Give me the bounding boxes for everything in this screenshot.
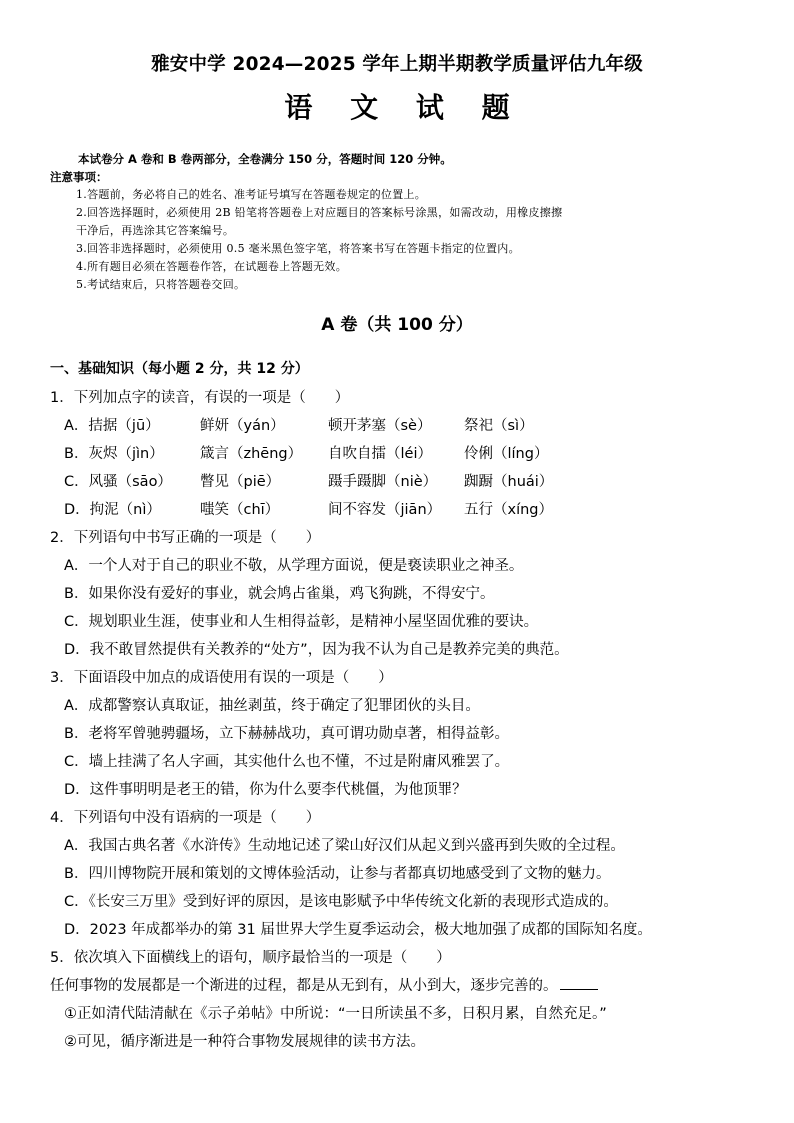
- q5-item-1: ①正如清代陆清献在《示子弟帖》中所说：“一日所读虽不多，日积月累，自然充足。”: [64, 1006, 607, 1022]
- q1-cell: 箴言（zhēng）: [200, 446, 303, 462]
- q3-option-b: B．老将军曾驰骋疆场，立下赫赫战功，真可谓功勋卓著，相得益彰。: [64, 726, 509, 742]
- question-2-stem: 2．下列语句中书写正确的一项是（ ）: [50, 530, 321, 546]
- q5-item-2: ②可见，循序渐进是一种符合事物发展规律的读书方法。: [64, 1034, 425, 1050]
- q4-option-c: C．《长安三万里》受到好评的原因，是该电影赋予中华传统文化新的表现形式造成的。: [64, 894, 618, 910]
- q1-cell: 嗤笑（chī）: [200, 502, 280, 518]
- question-1-stem: 1．下列加点字的读音，有误的一项是（ ）: [50, 390, 350, 406]
- q1-cell: 鲜妍（yán）: [200, 418, 285, 434]
- notice-line: 4.所有题目必须在答题卷作答，在试题卷上答题无效。: [76, 260, 347, 273]
- notice-line: 1.答题前，务必将自己的姓名、准考证号填写在答题卷规定的位置上。: [76, 188, 427, 201]
- q3-option-c: C．墙上挂满了名人字画，其实他什么也不懂，不过是附庸风雅罢了。: [64, 754, 510, 770]
- q1-cell: 瞥见（piē）: [200, 474, 281, 490]
- exam-intro: 本试卷分 A 卷和 B 卷两部分，全卷满分 150 分，答题时间 120 分钟。: [78, 152, 452, 166]
- q2-option-d: D．我不敢冒然提供有关教养的“处方”，因为我不认为自己是教养完美的典范。: [64, 642, 569, 658]
- q1-cell: 祭祀（sì）: [464, 418, 534, 434]
- q1-cell: A．拮据（jū）: [64, 418, 160, 434]
- q3-option-a: A．成都警察认真取证，抽丝剥茧，终于确定了犯罪团伙的头目。: [64, 698, 480, 714]
- q1-cell: 蹑手蹑脚（niè）: [328, 474, 438, 490]
- q2-option-b: B．如果你没有爱好的事业，就会鸠占雀巢，鸡飞狗跳，不得安宁。: [64, 586, 495, 602]
- notice-line: 3.回答非选择题时，必须使用 0.5 毫米黑色签字笔，将答案书写在答题卡指定的位置内。: [76, 242, 520, 255]
- q4-option-d: D．2023 年成都举办的第 31 届世界大学生夏季运动会，极大地加强了成都的国际知名度。: [64, 922, 652, 938]
- q4-option-a: A．我国古典名著《水浒传》生动地记述了梁山好汉们从起义到兴盛再到失败的全过程。: [64, 838, 625, 854]
- notice-heading: 注意事项：: [50, 170, 108, 184]
- question-3-stem: 3．下面语段中加点的成语使用有误的一项是（ ）: [50, 670, 393, 686]
- q1-cell: 间不容发（jiān）: [328, 502, 442, 518]
- volume-title: A 卷（共 100 分）: [321, 315, 473, 335]
- answer-blank: [560, 977, 598, 990]
- q1-cell: 五行（xíng）: [464, 502, 554, 518]
- notice-line: 干净后，再选涂其它答案编号。: [76, 224, 235, 237]
- q4-option-b: B．四川博物院开展和策划的文博体验活动，让参与者都真切地感受到了文物的魅力。: [64, 866, 611, 882]
- notice-line: 5.考试结束后，只将答题卷交回。: [76, 278, 246, 291]
- exam-title: 雅安中学 2024—2025 学年上期半期教学质量评估九年级: [151, 54, 643, 75]
- question-5-stem: 5．依次填入下面横线上的语句，顺序最恰当的一项是（ ）: [50, 950, 451, 966]
- subject-title: 语 文 试 题: [284, 91, 524, 124]
- q1-cell: D．拘泥（nì）: [64, 502, 161, 518]
- q1-cell: 自吹自擂（léi）: [328, 446, 432, 462]
- q2-option-c: C．规划职业生涯，使事业和人生相得益彰，是精神小屋坚固优雅的要诀。: [64, 614, 539, 630]
- q1-cell: C．风骚（sāo）: [64, 474, 172, 490]
- question-4-stem: 4．下列语句中没有语病的一项是（ ）: [50, 810, 321, 826]
- notice-line: 2.回答选择题时，必须使用 2B 铅笔将答题卷上对应题目的答案标号涂黑，如需改动，用橡皮擦擦: [76, 206, 563, 219]
- q5-passage: [50, 974, 598, 995]
- q1-cell: 踟蹰（huái）: [464, 474, 554, 490]
- q5-passage-text: 任何事物的发展都是一个渐进的过程，都是从无到有，从小到大，逐步完善的。: [50, 978, 558, 994]
- q1-cell: 伶俐（líng）: [464, 446, 549, 462]
- q1-cell: 顿开茅塞（sè）: [328, 418, 432, 434]
- section-heading: 一、基础知识（每小题 2 分，共 12 分）: [50, 361, 309, 377]
- q2-option-a: A．一个人对于自己的职业不敬，从学理方面说，便是亵读职业之神圣。: [64, 558, 524, 574]
- q3-option-d: D．这件事明明是老王的错，你为什么要李代桃僵，为他顶罪？: [64, 782, 467, 798]
- q1-cell: B．灰烬（jìn）: [64, 446, 164, 462]
